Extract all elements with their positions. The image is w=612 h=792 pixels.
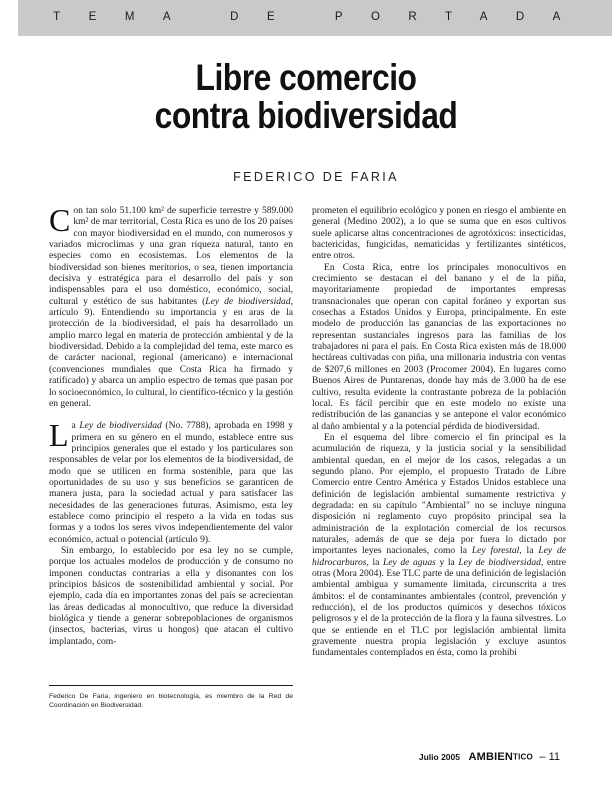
law-title: Ley de biodiversidad — [79, 420, 162, 432]
issue-date: Julio 2005 — [418, 751, 460, 762]
article-title-line-2: contra biodiversidad — [154, 95, 458, 136]
law-title: Ley de aguas — [382, 556, 436, 568]
right-column — [312, 205, 566, 659]
paragraph-text: , la — [366, 556, 383, 568]
magazine-logo: AMBIENTICO — [468, 750, 533, 763]
law-title: Ley de biodiversidad — [458, 556, 541, 568]
article-title-line-1: Libre comercio — [195, 57, 417, 98]
article-author: FEDERICO DE FARIA — [233, 170, 399, 184]
paragraph-text: (No. 7788), aprobada en 1998 y primera en su género en el mundo, establece entre sus principios generales que el estado y los particulares son responsables de velar por los elementos de la biodiversidad, de modo que se utilicen en forma sostenible, para que las oportunidades de su uso y sus beneficios se garanticen de manera justa, para la sociedad actual y para satisfacer las necesidades de las generaciones futuras. Asimismo, esta ley establece como principio el respeto a la vida en todas sus formas y a todos los seres vivos independientemente del valor económico, actual o potencial (artículo 9). — [49, 420, 294, 545]
law-title: Ley de biodiversidad — [205, 295, 291, 307]
paragraph-text: , la — [519, 545, 539, 557]
footnote-divider — [49, 685, 293, 686]
paragraph-text: a — [71, 420, 80, 432]
paragraph: Sin embargo, lo establecido por esa ley no se cumple, porque los actuales modelos de producción y de consumo no imponen conductas contrarias a ella y disonantes con los principios básicos de sostenibilidad ambiental y social. Por ejemplo, cada día en importantes zonas del país se acrecientan las áreas dedicadas al monocultivo, que reduce la diversidad biológica y tiende a generar sobrepoblaciones de organismos (insectos, bacterias, virus u hongos) que atacan el cultivo implantado, com- — [49, 544, 293, 647]
page-footer — [419, 748, 560, 766]
paragraph-text: on tan solo 51.100 km² de superficie terrestre y 589.000 km² de mar territorial, Costa Rica es uno de los 20 países con mayor biodiversidad en el mundo, con numerosos y variados microclimas y una gran riqueza natural, tanto en especies como en ecosistemas. Los elementos de la biodiversidad son bienes meritorios, o sea, tienen importancia decisiva y estratégica para el desarrollo del país y son indispensables para el uso doméstico, económico, social, cultural y estético de sus habitantes ( — [49, 205, 293, 307]
law-title: Ley de hidrocarburos — [312, 545, 566, 568]
paragraph-text: y la — [435, 556, 459, 568]
paragraph-text: En el esquema del libre comercio el fin principal es la acumulación de riqueza, y la justicia social y la sensibilidad ambiental quedan, en el mejor de los casos, relegadas a un segundo plano. Por ejemplo, el propuesto Tratado de Libre Comercio entre Centro América y Estados Unidos establece una definición de legislación ambiental sumamente restrictiva y degradada: en su capítulo "Ambiental" no se incluye ninguna disposición ni reglamento cuyo propósito principal sea la administración de la explotación comercial de los recursos naturales, además de que se deja por fuera lo dictado por importantes leyes nacionales, como la — [312, 431, 566, 557]
paragraph — [49, 202, 293, 409]
left-column — [49, 202, 294, 647]
paragraph — [49, 417, 294, 545]
drop-cap: L — [49, 417, 69, 454]
paragraph: En Costa Rica, entre los principales monocultivos en crecimiento se destacan el del banano y el de la piña, mayoritariamente propiedad de importantes empresas transnacionales que operan con capital foráneo y exportan sus cosechas a Estados Unidos y Europa, principalmente. En este modelo de producción las ganancias de las exportaciones no representan sustanciales ingresos para las familias de los trabajadores ni para el país. En Costa Rica existen más de 18.000 hectáreas cultivadas con piña, una millonaria industria con ventas de $207,6 millones en 2003 (Procomer 2004). En lugares como Buenos Aires de Puntarenas, donde hay más de 3.000 ha de ese cultivo, resulta evidente la contrastante pobreza de la población local. Es fácil percibir que en este modelo no existe una redistribución de las ganancias y se antepone el valor económico al daño ambiental y a la potencial pérdida de biodiversidad. — [312, 261, 566, 432]
author-footnote: Federico De Faria, ingeniero en biotecnología, es miembro de la Red de Coordinación en Biodiversidad. — [49, 693, 293, 709]
page-number: – 11 — [539, 750, 560, 763]
paragraph: prometen el equilibrio ecológico y ponen en riesgo el ambiente en general (Medino 2002), a lo que se suma que en esos cultivos suele aplicarse altas concentraciones de agrotóxicos: insecticidas, bactericidas, fungicidas, nematicidas y fertilizantes sintéticos, entre otros. — [312, 205, 566, 262]
drop-cap: C — [49, 202, 71, 238]
section-label: TEMA DE PORTADA — [53, 11, 589, 23]
paragraph-text: , artículo 9). Entendiendo su importancia y en aras de la protección de la biodiversidad, el país ha desarrollado un amplio marco legal en materia de protección ambiental y de la biodiversidad. Debido a la complejidad del tema, este marco es de carácter nacional, regional (americano) e internacional (convenciones mundiales que Costa Rica ha firmado y ratificado) y abarca un amplio espectro de temas que pasan por lo socioeconómico, lo cultural, lo científico-técnico y la gestión en general. — [49, 295, 293, 409]
law-title: Ley forestal — [471, 545, 520, 557]
paragraph-text: , entre otras (Mora 2004). Ese TLC parte de una definición de legislación ambiental ambigua y sumamente limitada, circunscrita a tres ámbitos: el de contaminantes ambientales (control, prevención y reducción), el de los productos químicos y desechos tóxicos peligrosos y el de la protección de la flora y la fauna silvestres. Lo que se entiende en el TLC por legislación ambiental limita gravemente nuestra propia legislación y excluye asuntos fundamentales contemplados en ésta, como la prohibi — [312, 556, 566, 659]
paragraph — [312, 432, 566, 659]
section-header-bar — [18, 0, 612, 36]
